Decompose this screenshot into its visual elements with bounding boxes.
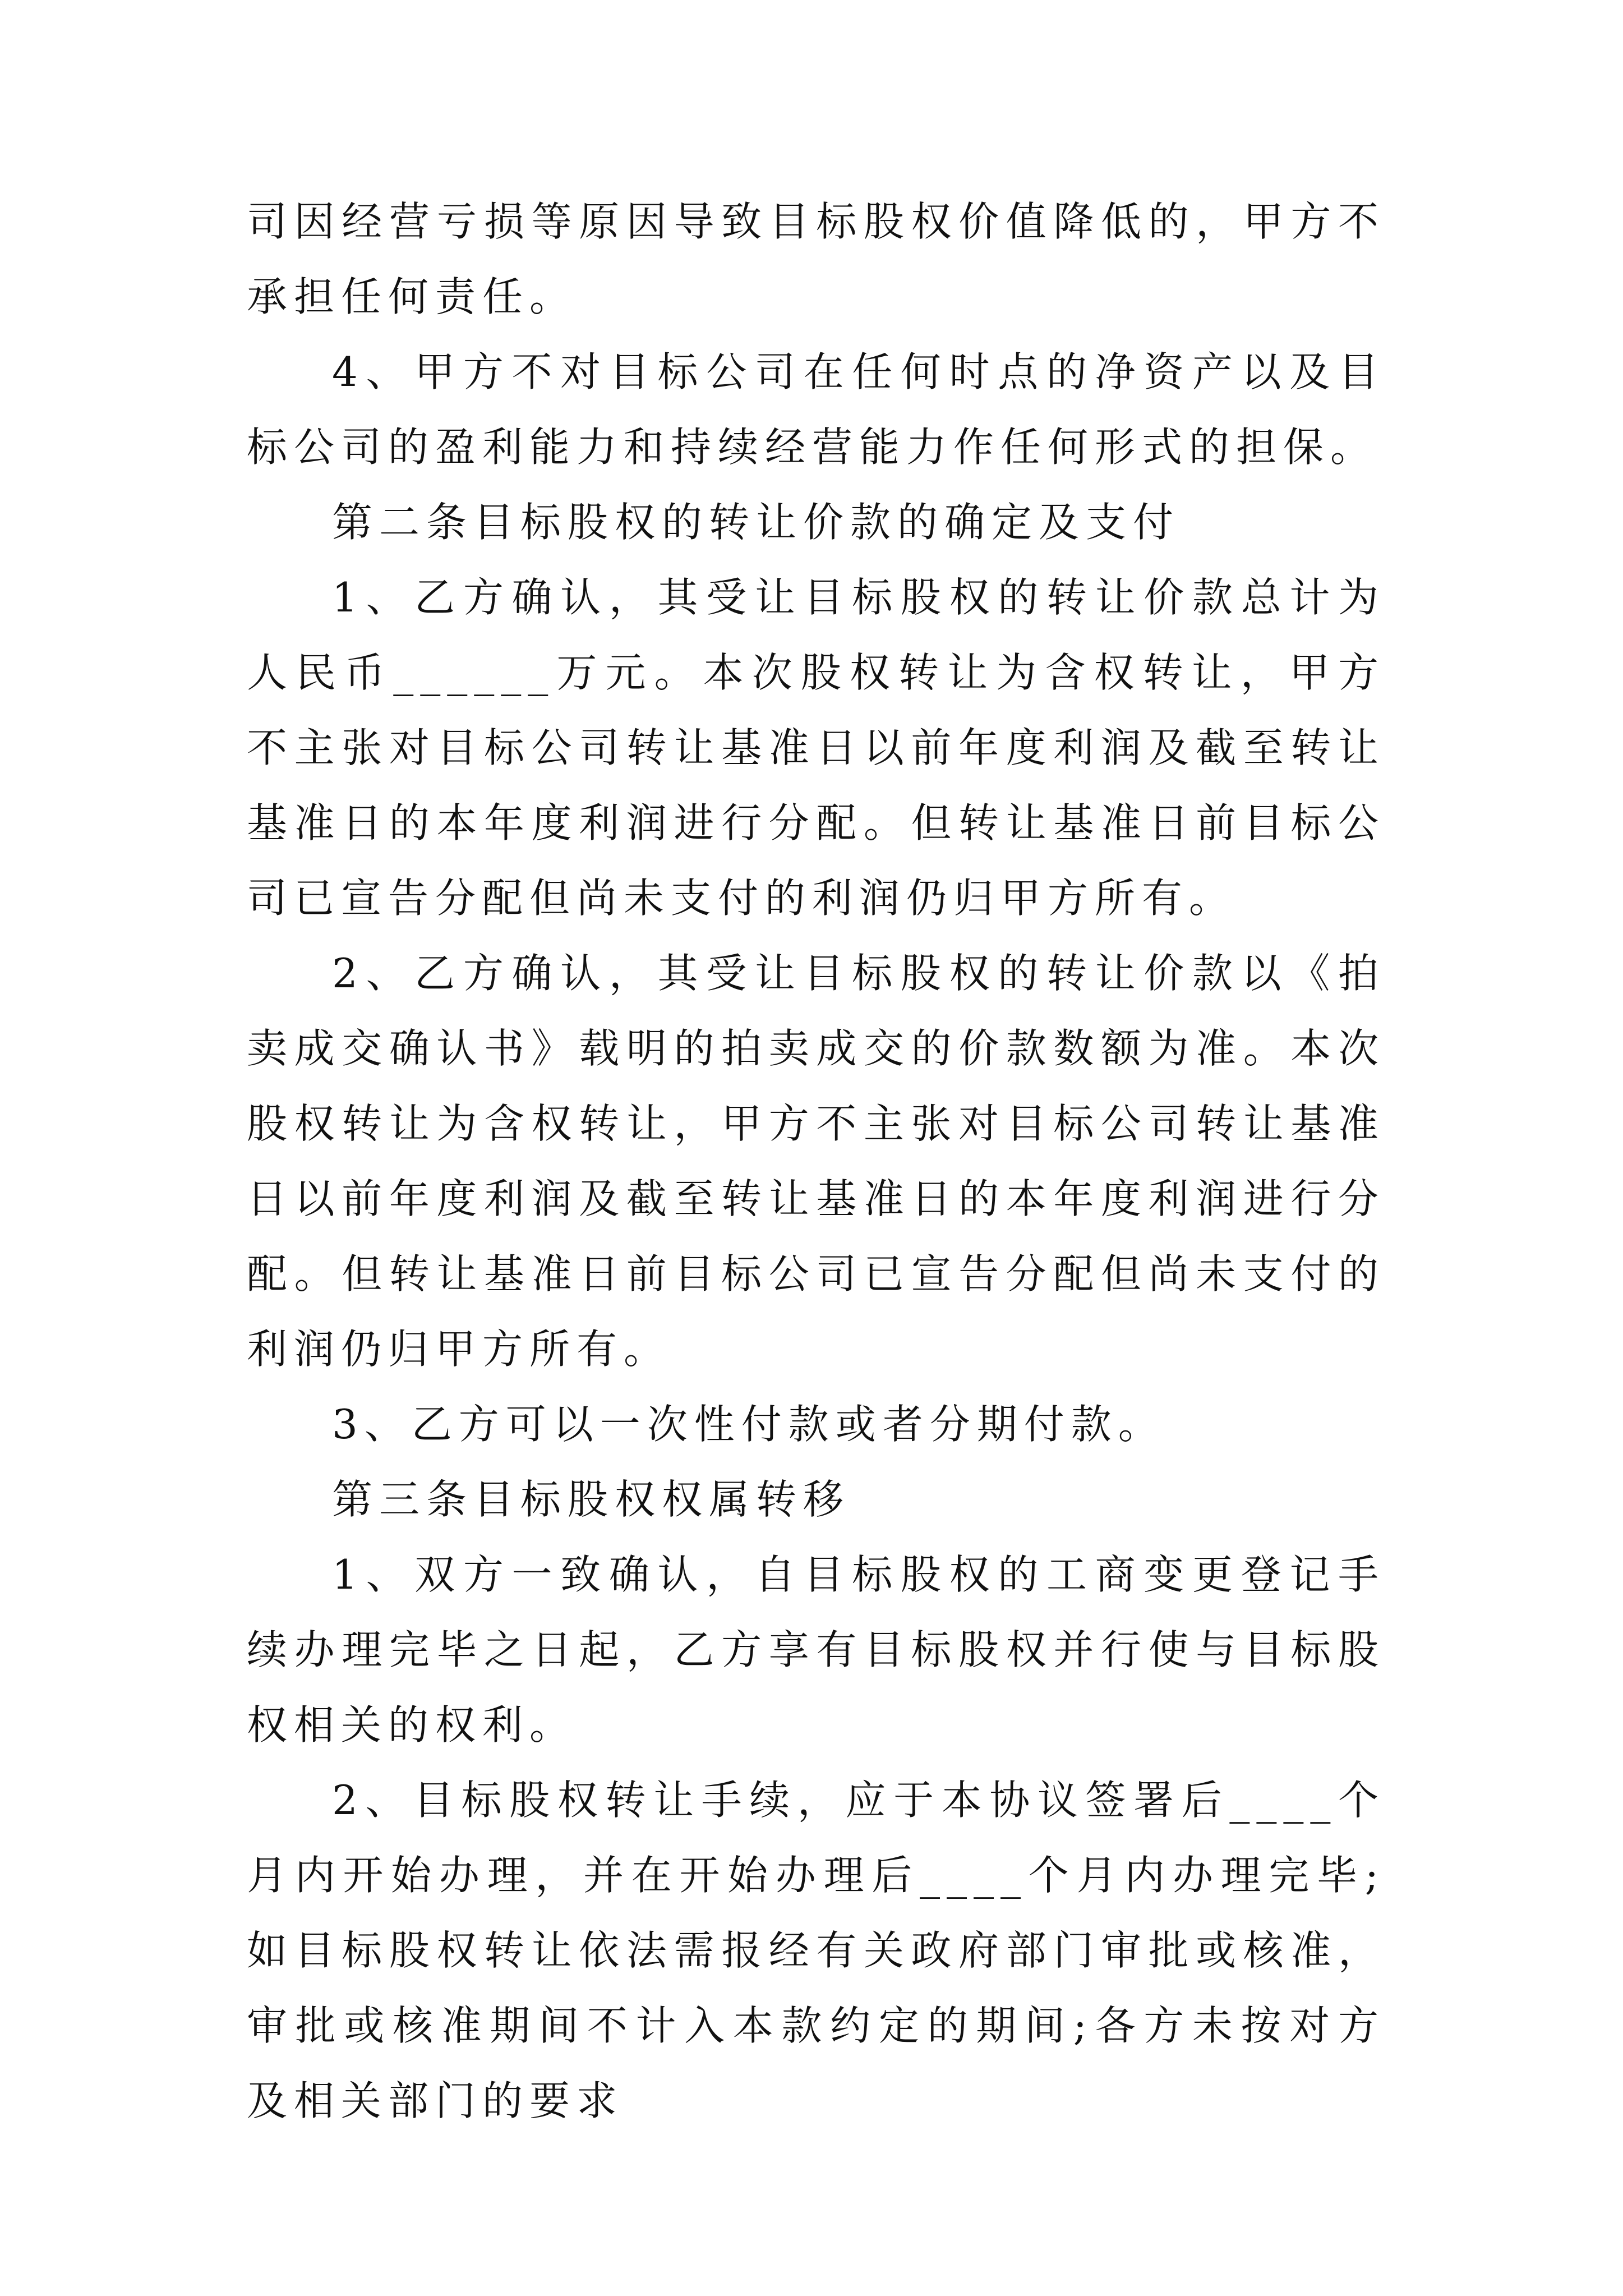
document-body [247,184,1385,2138]
paragraph-article-3-clause-2: 2、目标股权转让手续，应于本协议签署后____个月内开始办理，并在开始办理后____个月内办理完毕;如目标股权转让依法需报经有关政府部门审批或核准，审批或核准期间不计入本款约定的期间;各方未按对方及相关部门的要求 [247,1777,1385,2124]
paragraph-article-2-clause-2: 2、乙方确认，其受让目标股权的转让价款以《拍卖成交确认书》载明的拍卖成交的价款数额为准。本次股权转让为含权转让，甲方不主张对目标公司转让基准日以前年度利润及截至转让基准日的本年度利润进行分配。但转让基准日前目标公司已宣告分配但尚未支付的利润仍归甲方所有。 [247,950,1385,1373]
paragraph-continuation: 司因经营亏损等原因导致目标股权价值降低的，甲方不承担任何责任。 [247,198,1385,320]
paragraph-article-3-clause-1: 1、双方一致确认，自目标股权的工商变更登记手续办理完毕之日起，乙方享有目标股权并行使与目标股权相关的权利。 [247,1551,1385,1749]
article-3-heading: 第三条目标股权权属转移 [332,1476,851,1523]
paragraph-article-2-clause-3: 3、乙方可以一次性付款或者分期付款。 [332,1401,1165,1448]
paragraph-clause-4: 4、甲方不对目标公司在任何时点的净资产以及目标公司的盈利能力和持续经营能力作任何形式的担保。 [247,348,1385,471]
article-2-heading: 第二条目标股权的转让价款的确定及支付 [332,499,1181,546]
paragraph-article-2-clause-1: 1、乙方确认，其受让目标股权的转让价款总计为人民币______万元。本次股权转让为含权转让，甲方不主张对目标公司转让基准日以前年度利润及截至转让基准日的本年度利润进行分配。但转让基准日前目标公司已宣告分配但尚未支付的利润仍归甲方所有。 [247,574,1385,922]
